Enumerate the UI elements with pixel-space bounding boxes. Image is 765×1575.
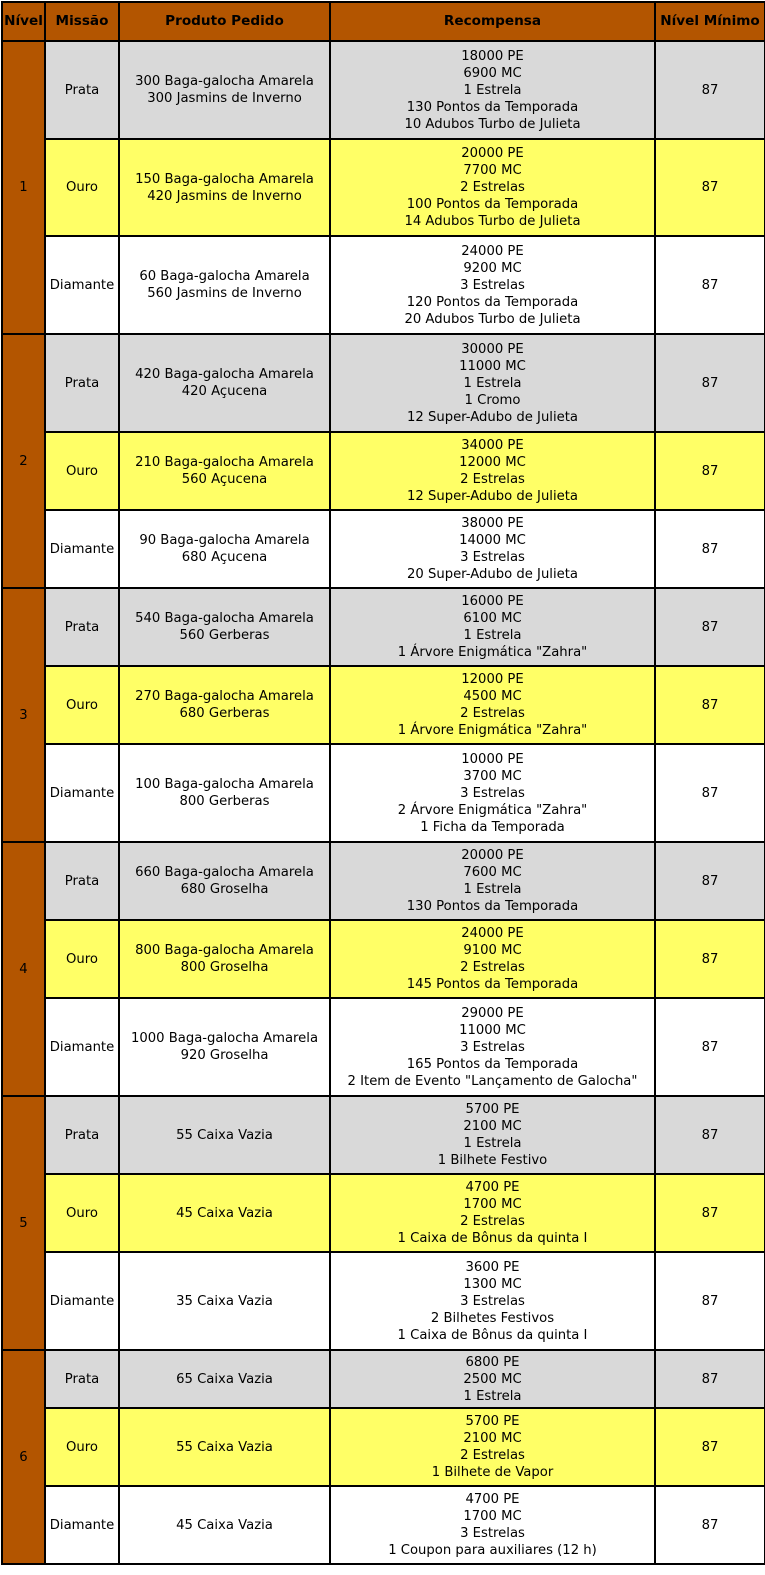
- min-level-cell: 87: [655, 139, 765, 236]
- reward-line: 3600 PE: [465, 1259, 520, 1275]
- mission-cell: Prata: [45, 1096, 119, 1174]
- product-line: 420 Jasmins de Inverno: [147, 188, 302, 204]
- reward-line: 1700 MC: [463, 1509, 522, 1524]
- product-line: 55 Caixa Vazia: [176, 1439, 273, 1455]
- product-line: 920 Groselha: [180, 1048, 269, 1063]
- reward-line: 6100 MC: [463, 611, 522, 626]
- reward-cell: [330, 1252, 655, 1350]
- reward-line: 1 Estrela: [463, 82, 522, 98]
- table-row: [2, 1174, 765, 1252]
- header-reward: Recompensa: [330, 2, 655, 41]
- min-level-cell: 87: [655, 1096, 765, 1174]
- product-line: 560 Gerberas: [179, 628, 270, 643]
- min-level-cell: 87: [655, 1252, 765, 1350]
- min-level-cell: 87: [655, 842, 765, 920]
- table-row: [2, 1350, 765, 1408]
- product-line: 300 Jasmins de Inverno: [147, 91, 302, 106]
- mission-cell: Ouro: [45, 920, 119, 998]
- min-level-cell: 87: [655, 334, 765, 432]
- reward-cell: [330, 588, 655, 666]
- product-line: 540 Baga-galocha Amarela: [135, 611, 314, 626]
- product-line: 150 Baga-galocha Amarela: [135, 171, 314, 187]
- reward-cell: [330, 334, 655, 432]
- product-line: 300 Baga-galocha Amarela: [135, 74, 314, 89]
- level-cell: 5: [2, 1096, 45, 1350]
- reward-cell: [330, 842, 655, 920]
- reward-cell: [330, 432, 655, 510]
- reward-line: 3 Estrelas: [460, 785, 525, 801]
- mission-cell: Diamante: [45, 236, 119, 334]
- reward-line: 20 Super-Adubo de Julieta: [407, 567, 578, 582]
- reward-line: 3700 MC: [463, 768, 522, 784]
- reward-line: 38000 PE: [461, 516, 524, 531]
- reward-cell: [330, 920, 655, 998]
- reward-line: 120 Pontos da Temporada: [406, 294, 579, 310]
- min-level-cell: 87: [655, 1174, 765, 1252]
- level-cell: 6: [2, 1350, 45, 1564]
- mission-cell: Prata: [45, 1350, 119, 1408]
- reward-line: 1 Cromo: [464, 392, 521, 408]
- product-line: 800 Groselha: [180, 960, 269, 975]
- table-row: [2, 1408, 765, 1486]
- reward-line: 30000 PE: [461, 341, 524, 357]
- product-cell: [119, 998, 330, 1096]
- reward-line: 2 Estrelas: [460, 706, 525, 721]
- mission-cell: Prata: [45, 41, 119, 139]
- reward-line: 1 Árvore Enigmática "Zahra": [397, 645, 588, 660]
- table-row: [2, 1096, 765, 1174]
- min-level-cell: 87: [655, 41, 765, 139]
- reward-line: 1 Estrela: [463, 1388, 522, 1404]
- product-cell: [119, 666, 330, 744]
- min-level-cell: 87: [655, 236, 765, 334]
- reward-line: 165 Pontos da Temporada: [406, 1056, 579, 1072]
- table-row: [2, 744, 765, 842]
- mission-cell: Diamante: [45, 1486, 119, 1564]
- product-line: 680 Gerberas: [179, 706, 270, 721]
- mission-cell: Diamante: [45, 1252, 119, 1350]
- reward-line: 130 Pontos da Temporada: [406, 899, 579, 914]
- reward-line: 1 Árvore Enigmática "Zahra": [397, 723, 588, 738]
- reward-line: 9100 MC: [463, 943, 522, 958]
- product-cell: [119, 1252, 330, 1350]
- reward-line: 1 Bilhete de Vapor: [431, 1465, 554, 1480]
- reward-line: 1 Estrela: [463, 375, 522, 391]
- product-cell: [119, 510, 330, 588]
- reward-line: 4700 PE: [465, 1180, 520, 1195]
- reward-line: 1 Coupon para auxiliares (12 h): [388, 1543, 597, 1558]
- product-cell: [119, 41, 330, 139]
- table-row: [2, 998, 765, 1096]
- mission-cell: Prata: [45, 588, 119, 666]
- mission-cell: Ouro: [45, 1174, 119, 1252]
- header-min-level: Nível Mínimo: [655, 2, 765, 41]
- reward-cell: [330, 744, 655, 842]
- product-line: 680 Açucena: [181, 550, 268, 565]
- reward-line: 20 Adubos Turbo de Julieta: [404, 311, 581, 327]
- reward-line: 3 Estrelas: [460, 550, 525, 565]
- product-line: 45 Caixa Vazia: [176, 1517, 273, 1533]
- product-line: 660 Baga-galocha Amarela: [135, 865, 314, 880]
- reward-line: 3 Estrelas: [460, 1293, 525, 1309]
- mission-cell: Diamante: [45, 744, 119, 842]
- mission-cell: Ouro: [45, 1408, 119, 1486]
- reward-line: 29000 PE: [461, 1005, 524, 1021]
- reward-line: 1300 MC: [463, 1276, 522, 1292]
- reward-line: 12 Super-Adubo de Julieta: [407, 409, 578, 425]
- reward-line: 3 Estrelas: [460, 1526, 525, 1541]
- product-cell: [119, 744, 330, 842]
- reward-cell: [330, 1486, 655, 1564]
- reward-line: 3 Estrelas: [460, 1039, 525, 1055]
- level-cell: 4: [2, 842, 45, 1096]
- product-line: 560 Açucena: [181, 472, 268, 487]
- product-cell: [119, 1096, 330, 1174]
- level-cell: 2: [2, 334, 45, 588]
- min-level-cell: 87: [655, 998, 765, 1096]
- reward-line: 14 Adubos Turbo de Julieta: [404, 214, 581, 229]
- reward-cell: [330, 1350, 655, 1408]
- product-cell: [119, 1350, 330, 1408]
- reward-cell: [330, 139, 655, 236]
- product-line: 560 Jasmins de Inverno: [147, 286, 302, 301]
- reward-cell: [330, 1174, 655, 1252]
- reward-line: 130 Pontos da Temporada: [406, 99, 579, 115]
- reward-line: 2100 MC: [463, 1119, 522, 1134]
- min-level-cell: 87: [655, 1486, 765, 1564]
- reward-line: 3 Estrelas: [460, 277, 525, 293]
- reward-line: 2 Estrelas: [460, 180, 525, 195]
- mission-cell: Ouro: [45, 139, 119, 236]
- reward-line: 24000 PE: [461, 243, 524, 259]
- reward-line: 12000 PE: [461, 672, 524, 687]
- product-line: 60 Baga-galocha Amarela: [139, 269, 310, 284]
- table-row: [2, 1252, 765, 1350]
- product-cell: [119, 432, 330, 510]
- reward-cell: [330, 41, 655, 139]
- reward-line: 1 Estrela: [463, 628, 522, 643]
- table-body: [2, 41, 765, 1564]
- mission-cell: Diamante: [45, 510, 119, 588]
- product-cell: [119, 1174, 330, 1252]
- reward-line: 16000 PE: [461, 594, 524, 609]
- reward-line: 4700 PE: [465, 1492, 520, 1507]
- table-row: [2, 334, 765, 432]
- reward-line: 1700 MC: [463, 1197, 522, 1212]
- table-row: [2, 236, 765, 334]
- missions-table: [1, 1, 765, 1565]
- product-cell: [119, 1408, 330, 1486]
- product-line: 100 Baga-galocha Amarela: [135, 777, 314, 792]
- header-level: Nível: [2, 2, 45, 41]
- reward-line: 14000 MC: [459, 533, 526, 548]
- reward-line: 1 Bilhete Festivo: [437, 1153, 548, 1168]
- product-line: 420 Baga-galocha Amarela: [135, 367, 314, 382]
- reward-line: 1 Estrela: [463, 882, 522, 897]
- reward-line: 2 Estrelas: [460, 472, 525, 487]
- reward-line: 20000 PE: [461, 848, 524, 863]
- reward-line: 18000 PE: [461, 48, 524, 64]
- reward-line: 6800 PE: [465, 1354, 520, 1370]
- min-level-cell: 87: [655, 744, 765, 842]
- product-cell: [119, 334, 330, 432]
- reward-line: 11000 MC: [459, 1022, 526, 1038]
- product-line: 65 Caixa Vazia: [176, 1371, 273, 1387]
- reward-line: 12 Super-Adubo de Julieta: [407, 489, 578, 504]
- reward-cell: [330, 1096, 655, 1174]
- reward-line: 7700 MC: [463, 163, 522, 178]
- min-level-cell: 87: [655, 1408, 765, 1486]
- product-line: 35 Caixa Vazia: [176, 1293, 273, 1309]
- mission-cell: Ouro: [45, 432, 119, 510]
- product-cell: [119, 139, 330, 236]
- product-cell: [119, 588, 330, 666]
- level-cell: 1: [2, 41, 45, 334]
- table-row: [2, 432, 765, 510]
- header-mission: Missão: [45, 2, 119, 41]
- min-level-cell: 87: [655, 920, 765, 998]
- product-line: 90 Baga-galocha Amarela: [139, 533, 310, 548]
- product-line: 680 Groselha: [180, 882, 269, 897]
- reward-line: 2 Estrelas: [460, 1448, 525, 1463]
- product-cell: [119, 1486, 330, 1564]
- reward-cell: [330, 998, 655, 1096]
- reward-line: 145 Pontos da Temporada: [406, 977, 579, 992]
- reward-line: 1 Estrela: [463, 1136, 522, 1151]
- table-row: [2, 842, 765, 920]
- product-line: 1000 Baga-galocha Amarela: [130, 1031, 319, 1046]
- reward-line: 1 Caixa de Bônus da quinta I: [397, 1327, 588, 1343]
- mission-cell: Prata: [45, 842, 119, 920]
- product-cell: [119, 236, 330, 334]
- reward-line: 2 Estrelas: [460, 960, 525, 975]
- reward-line: 2 Item de Evento "Lançamento de Galocha": [347, 1073, 638, 1089]
- min-level-cell: 87: [655, 510, 765, 588]
- table-row: [2, 139, 765, 236]
- min-level-cell: 87: [655, 1350, 765, 1408]
- min-level-cell: 87: [655, 588, 765, 666]
- product-line: 210 Baga-galocha Amarela: [135, 455, 314, 470]
- reward-line: 20000 PE: [461, 146, 524, 161]
- product-line: 800 Gerberas: [179, 794, 270, 809]
- reward-cell: [330, 666, 655, 744]
- reward-line: 34000 PE: [461, 438, 524, 453]
- reward-line: 5700 PE: [465, 1414, 520, 1429]
- product-line: 45 Caixa Vazia: [176, 1205, 273, 1221]
- product-line: 55 Caixa Vazia: [176, 1127, 273, 1143]
- reward-line: 5700 PE: [465, 1102, 520, 1117]
- header-product: Produto Pedido: [119, 2, 330, 41]
- table-row: [2, 666, 765, 744]
- header-row: [2, 2, 765, 41]
- reward-line: 2 Bilhetes Festivos: [430, 1310, 555, 1326]
- reward-line: 10 Adubos Turbo de Julieta: [404, 116, 581, 132]
- product-line: 270 Baga-galocha Amarela: [135, 689, 314, 704]
- product-cell: [119, 842, 330, 920]
- table-row: [2, 510, 765, 588]
- table-row: [2, 920, 765, 998]
- reward-cell: [330, 510, 655, 588]
- table-row: [2, 588, 765, 666]
- product-cell: [119, 920, 330, 998]
- reward-cell: [330, 1408, 655, 1486]
- reward-line: 2100 MC: [463, 1431, 522, 1446]
- reward-line: 9200 MC: [463, 260, 522, 276]
- level-cell: 3: [2, 588, 45, 842]
- product-line: 420 Açucena: [181, 384, 268, 399]
- reward-line: 2 Árvore Enigmática "Zahra": [397, 802, 588, 818]
- reward-cell: [330, 236, 655, 334]
- reward-line: 1 Ficha da Temporada: [420, 819, 565, 835]
- reward-line: 2 Estrelas: [460, 1214, 525, 1229]
- reward-line: 7600 MC: [463, 865, 522, 880]
- reward-line: 11000 MC: [459, 358, 526, 374]
- mission-cell: Diamante: [45, 998, 119, 1096]
- reward-line: 1 Caixa de Bônus da quinta I: [397, 1231, 588, 1246]
- reward-line: 2500 MC: [463, 1371, 522, 1387]
- reward-line: 10000 PE: [461, 751, 524, 767]
- min-level-cell: 87: [655, 432, 765, 510]
- min-level-cell: 87: [655, 666, 765, 744]
- mission-cell: Ouro: [45, 666, 119, 744]
- reward-line: 24000 PE: [461, 926, 524, 941]
- reward-line: 4500 MC: [463, 689, 522, 704]
- table-row: [2, 1486, 765, 1564]
- reward-line: 100 Pontos da Temporada: [406, 197, 579, 212]
- mission-cell: Prata: [45, 334, 119, 432]
- product-line: 800 Baga-galocha Amarela: [135, 943, 314, 958]
- reward-line: 6900 MC: [463, 65, 522, 81]
- table-row: [2, 41, 765, 139]
- reward-line: 12000 MC: [459, 455, 526, 470]
